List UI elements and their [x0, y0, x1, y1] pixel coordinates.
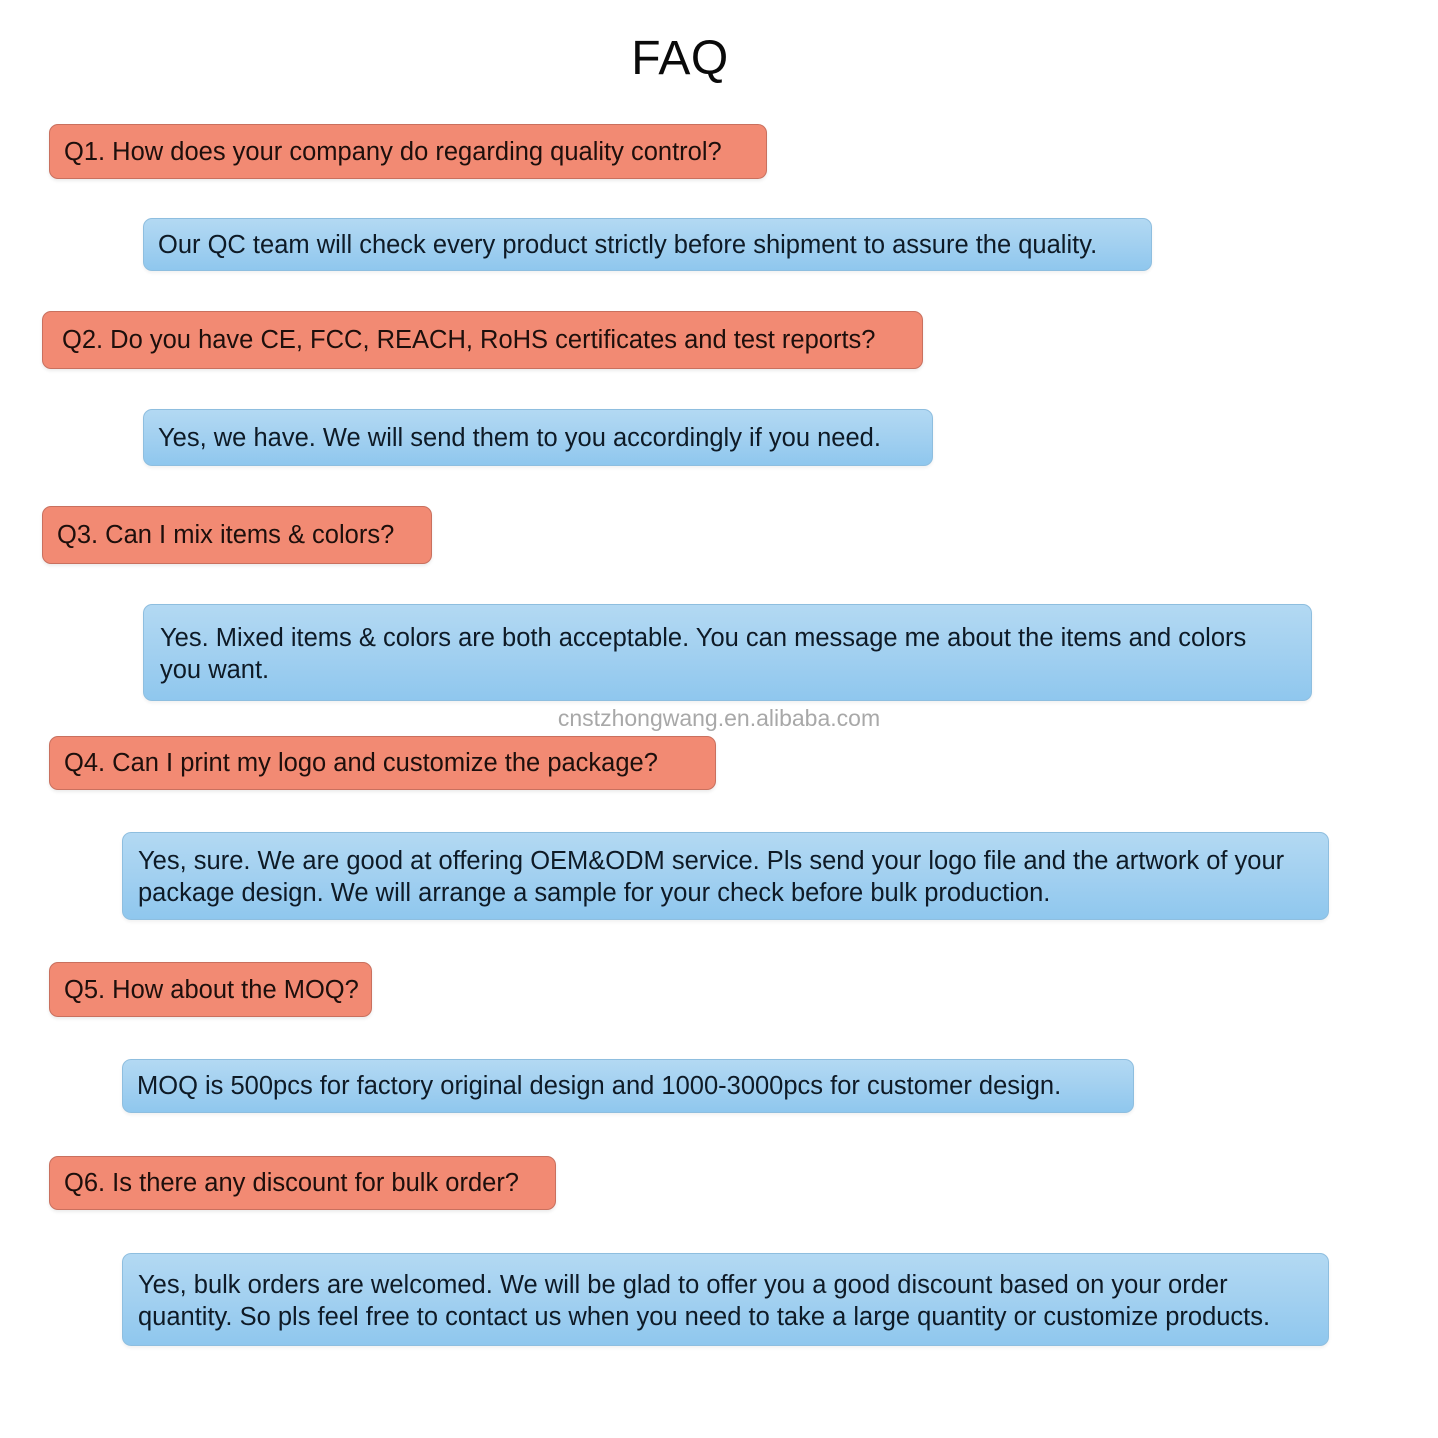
question-text: Q6. Is there any discount for bulk order? [64, 1169, 519, 1197]
answer-text: MOQ is 500pcs for factory original design and 1000-3000pcs for customer design. [137, 1072, 1062, 1100]
faq-question-1 [49, 124, 767, 179]
faq-question-5 [49, 962, 372, 1017]
answer-text: Yes. Mixed items & colors are both acceptable. You can message me about the items and colors you want. [160, 624, 1247, 684]
faq-answer-1 [143, 218, 1152, 271]
faq-question-3 [42, 506, 432, 564]
question-text: Q1. How does your company do regarding quality control? [64, 137, 722, 166]
faq-answer-5 [122, 1059, 1134, 1113]
question-text: Q4. Can I print my logo and customize the package? [64, 749, 658, 777]
faq-answer-3 [143, 604, 1312, 701]
faq-question-6 [49, 1156, 556, 1210]
faq-answer-4 [122, 832, 1329, 920]
question-text: Q2. Do you have CE, FCC, REACH, RoHS certificates and test reports? [62, 326, 876, 354]
answer-text: Our QC team will check every product strictly before shipment to assure the quality. [158, 230, 1098, 259]
answer-text: Yes, we have. We will send them to you accordingly if you need. [158, 423, 881, 452]
question-text: Q5. How about the MOQ? [64, 975, 359, 1004]
question-text: Q3. Can I mix items & colors? [57, 521, 395, 549]
faq-question-4 [49, 736, 716, 790]
page-title: FAQ [631, 32, 729, 85]
answer-text: Yes, bulk orders are welcomed. We will be glad to offer you a good discount based on your order quantity. So pls feel free to contact us when you need to take a large quantity or customize products. [138, 1271, 1271, 1331]
faq-answer-6 [122, 1253, 1329, 1346]
watermark: cnstzhongwang.en.alibaba.com [557, 705, 881, 731]
faq-answer-2 [143, 409, 933, 466]
faq-question-2 [42, 311, 923, 369]
answer-text: Yes, sure. We are good at offering OEM&ODM service. Pls send your logo file and the artwork of your package design. We will arrange a sample for your check before bulk production. [138, 847, 1285, 907]
